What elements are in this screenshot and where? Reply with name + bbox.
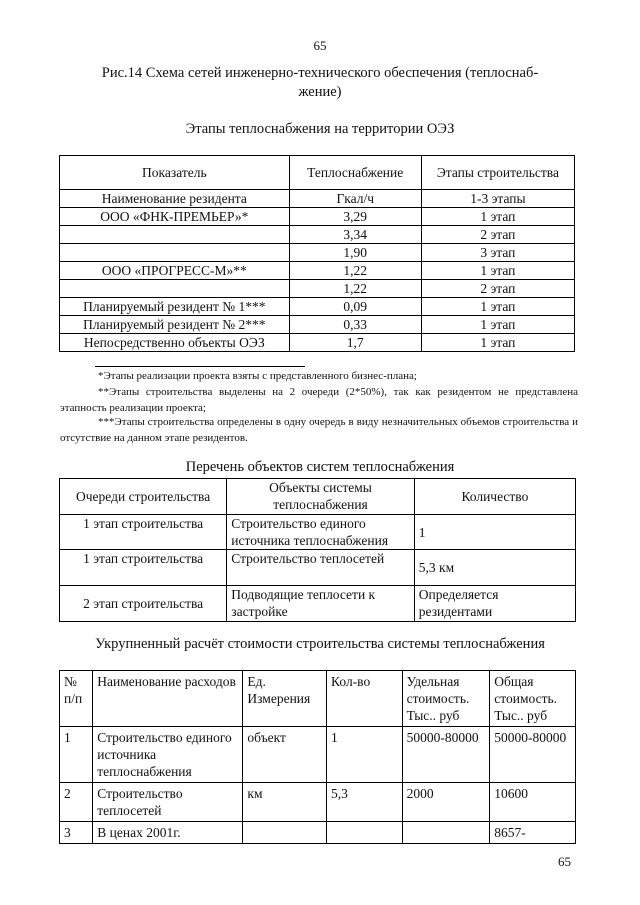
table3-header: № п/п: [60, 671, 93, 727]
table1-cell: 3 этап: [421, 244, 574, 262]
table1-cell: 1,22: [289, 280, 421, 298]
table2-cell: Строительство теплосетей: [227, 550, 415, 586]
table1-cell: ООО «ФНК-ПРЕМЬЕР»*: [60, 208, 290, 226]
table3-cell: 5,3: [327, 783, 403, 822]
table3-cell: км: [243, 783, 327, 822]
table1-cell: 0,09: [289, 298, 421, 316]
table3-cell: 3: [60, 822, 93, 844]
table2-cell: 5,3 км: [414, 550, 575, 586]
table1-cell: 2 этап: [421, 280, 574, 298]
table1-cell: 1,7: [289, 334, 421, 352]
table-row: [60, 586, 576, 622]
table-row: [60, 298, 575, 316]
table1-subheader: 1-3 этапы: [421, 190, 574, 208]
table1-header: Показатель: [60, 156, 290, 190]
table3-cell: Строительство единого источника теплоснабжения: [93, 727, 243, 783]
table3-header: Удельная стоимость. Тыс.. руб: [402, 671, 490, 727]
table1-cell: 1,90: [289, 244, 421, 262]
table1-title: Этапы теплоснабжения на территории ОЭЗ: [185, 121, 455, 137]
table-row: [60, 334, 575, 352]
figure-caption-line: жение): [298, 84, 342, 100]
table3-cell: 50000-80000: [490, 727, 576, 783]
figure-caption-line: Рис.14 Схема сетей инженерно-технического обеспечения (теплоснаб-: [101, 65, 539, 81]
table1-cell: 1,22: [289, 262, 421, 280]
page-number-top: 65: [313, 38, 327, 53]
table3-header: Общая стоимость. Тыс.. руб: [490, 671, 576, 727]
table3-cell: 2000: [402, 783, 490, 822]
table3-cell: [243, 822, 327, 844]
table-row: [60, 244, 575, 262]
table3-cell: 10600: [490, 783, 576, 822]
table1-cell: 1 этап: [421, 262, 574, 280]
table3-cell: 8657-: [490, 822, 576, 844]
table-row: [60, 515, 576, 550]
table3-cell: объект: [243, 727, 327, 783]
page-number-bottom: 65: [558, 854, 571, 869]
table1-cell: Планируемый резидент № 2***: [60, 316, 290, 334]
table2-cell: 1: [414, 515, 575, 550]
table2-cell: Определяется резидентами: [414, 586, 575, 622]
cost-estimate-table: [59, 670, 576, 844]
table1-cell: [60, 280, 290, 298]
table-row: [60, 226, 575, 244]
table1-header: Этапы строительства: [421, 156, 574, 190]
table2-cell: 1 этап строительства: [60, 550, 227, 586]
footnote-divider: [95, 366, 305, 367]
table1-subheader: Наименование резидента: [60, 190, 290, 208]
table2-title: Перечень объектов систем теплоснабжения: [185, 459, 455, 475]
table-row: [60, 316, 575, 334]
footnote-2: **Этапы строительства выделены на 2 очереди (2*50%), так как резидентом не представлена этапность реализации проекта;: [60, 386, 578, 414]
table2-cell: Строительство единого источника теплоснабжения: [227, 515, 415, 550]
heat-objects-table: [59, 478, 576, 622]
heat-supply-stages-table: [59, 155, 575, 352]
table2-header: Объекты системы теплоснабжения: [227, 479, 415, 515]
table1-cell: 3,34: [289, 226, 421, 244]
table3-title: Укрупненный расчёт стоимости строительства системы теплоснабжения: [95, 636, 545, 652]
table1-cell: 2 этап: [421, 226, 574, 244]
footnote-3: ***Этапы строительства определены в одну очередь в виду незначительных объемов строительства и отсутствие на данном этапе резидентов.: [60, 416, 578, 444]
table3-header: Наименование расходов: [93, 671, 243, 727]
table2-cell: 1 этап строительства: [60, 515, 227, 550]
table3-cell: В ценах 2001г.: [93, 822, 243, 844]
table1-cell: [60, 244, 290, 262]
table2-header: Количество: [414, 479, 575, 515]
table3-cell: 50000-80000: [402, 727, 490, 783]
table1-cell: ООО «ПРОГРЕСС-М»**: [60, 262, 290, 280]
table1-cell: 1 этап: [421, 334, 574, 352]
table-row: [60, 208, 575, 226]
table1-cell: 1 этап: [421, 298, 574, 316]
table-row: [60, 280, 575, 298]
table1-cell: 0,33: [289, 316, 421, 334]
table1-header: Теплоснабжение: [289, 156, 421, 190]
table1-cell: 1 этап: [421, 208, 574, 226]
figure-caption: [60, 64, 580, 102]
table1-cell: Непосредственно объекты ОЭЗ: [60, 334, 290, 352]
table3-header: Кол-во: [327, 671, 403, 727]
table3-cell: 2: [60, 783, 93, 822]
table3-cell: Строительство теплосетей: [93, 783, 243, 822]
table-row: [60, 727, 576, 783]
table1-cell: [60, 226, 290, 244]
table2-cell: 2 этап строительства: [60, 586, 227, 622]
table-row: [60, 783, 576, 822]
table1-cell: Планируемый резидент № 1***: [60, 298, 290, 316]
table-row: [60, 550, 576, 586]
table3-cell: [327, 822, 403, 844]
footnote-1: *Этапы реализации проекта взяты с представленного бизнес-плана;: [98, 370, 417, 382]
table3-cell: 1: [60, 727, 93, 783]
table-row: [60, 822, 576, 844]
table1-cell: 1 этап: [421, 316, 574, 334]
table-row: [60, 262, 575, 280]
table3-cell: [402, 822, 490, 844]
table2-cell: Подводящие теплосети к застройке: [227, 586, 415, 622]
table1-cell: 3,29: [289, 208, 421, 226]
table3-header: Ед. Измерения: [243, 671, 327, 727]
table3-cell: 1: [327, 727, 403, 783]
table2-header: Очереди строительства: [60, 479, 227, 515]
table1-subheader: Гкал/ч: [289, 190, 421, 208]
